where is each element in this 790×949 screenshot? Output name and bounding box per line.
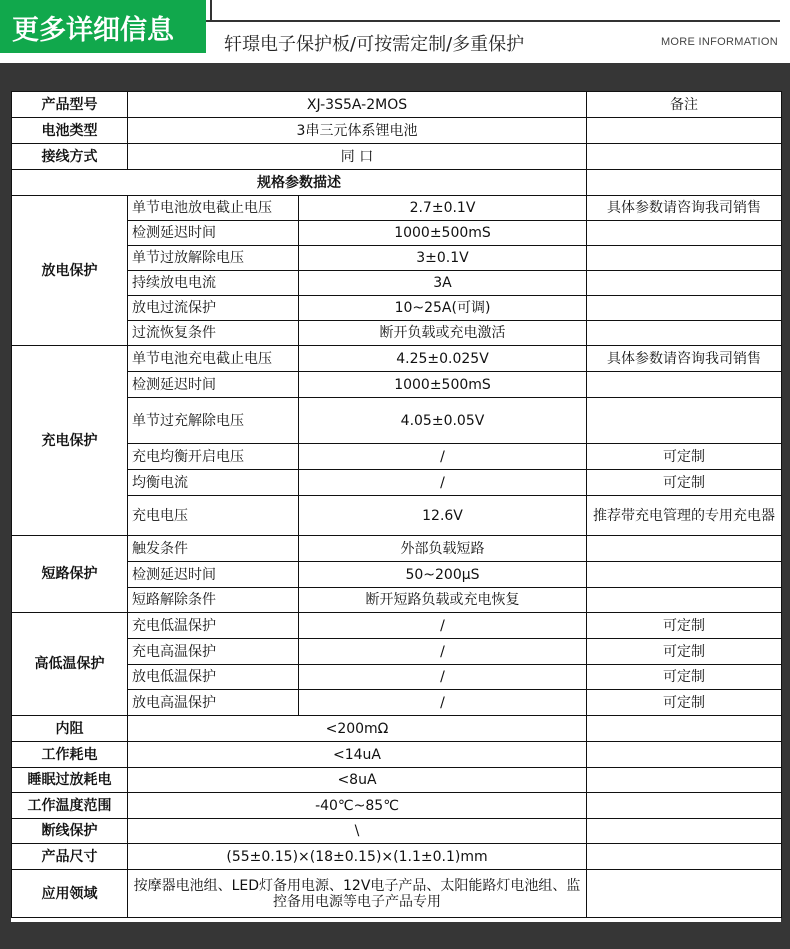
row-label: 产品尺寸 xyxy=(12,844,128,870)
table-row xyxy=(12,768,782,793)
table-row xyxy=(12,144,782,170)
value-cell: / xyxy=(299,613,587,639)
table-row xyxy=(12,170,782,196)
model-label: 产品型号 xyxy=(12,92,128,118)
table-row xyxy=(12,793,782,819)
value-cell: 50~200μS xyxy=(299,562,587,588)
row-value: \ xyxy=(128,819,587,844)
remark-cell xyxy=(587,221,782,246)
table-row xyxy=(12,196,782,221)
table-row xyxy=(12,296,782,321)
remark-cell xyxy=(587,144,782,170)
row-value: <14uA xyxy=(128,742,587,768)
table-row xyxy=(12,271,782,296)
remark-cell xyxy=(587,271,782,296)
table-row xyxy=(12,496,782,536)
table-row xyxy=(12,398,782,444)
wiring-value: 同 口 xyxy=(128,144,587,170)
item-cell: 充电低温保护 xyxy=(128,613,299,639)
item-cell: 检测延迟时间 xyxy=(128,562,299,588)
table-row xyxy=(12,819,782,844)
spec-table xyxy=(11,91,782,918)
value-cell: 外部负载短路 xyxy=(299,536,587,562)
value-cell: 4.25±0.025V xyxy=(299,346,587,372)
remark-cell: 可定制 xyxy=(587,613,782,639)
remark-cell xyxy=(587,118,782,144)
remark-cell: 可定制 xyxy=(587,444,782,470)
remark-cell xyxy=(587,870,782,918)
remark-cell xyxy=(587,246,782,271)
row-label: 应用领域 xyxy=(12,870,128,918)
row-label: 工作温度范围 xyxy=(12,793,128,819)
remark-cell: 具体参数请咨询我司销售 xyxy=(587,196,782,221)
title-tab xyxy=(0,0,206,53)
remark-cell xyxy=(587,716,782,742)
row-label: 内阻 xyxy=(12,716,128,742)
item-cell: 触发条件 xyxy=(128,536,299,562)
table-row xyxy=(12,870,782,918)
item-cell: 充电均衡开启电压 xyxy=(128,444,299,470)
row-value: <8uA xyxy=(128,768,587,793)
table-row xyxy=(12,321,782,346)
remark-cell xyxy=(587,588,782,613)
more-information-label: MORE INFORMATION xyxy=(660,36,778,48)
header-title: 更多详细信息 xyxy=(12,15,174,46)
value-cell: 断开短路负载或充电恢复 xyxy=(299,588,587,613)
remark-cell: 可定制 xyxy=(587,470,782,496)
item-cell: 短路解除条件 xyxy=(128,588,299,613)
remark-cell xyxy=(587,321,782,346)
remark-cell xyxy=(587,296,782,321)
item-cell: 检测延迟时间 xyxy=(128,221,299,246)
spec-sheet xyxy=(11,91,781,922)
table-row xyxy=(12,92,782,118)
table-row xyxy=(12,716,782,742)
table-row xyxy=(12,372,782,398)
value-cell: 12.6V xyxy=(299,496,587,536)
remark-cell xyxy=(587,768,782,793)
battery-label: 电池类型 xyxy=(12,118,128,144)
table-row xyxy=(12,246,782,271)
item-cell: 检测延迟时间 xyxy=(128,372,299,398)
table-row xyxy=(12,844,782,870)
remark-cell xyxy=(587,536,782,562)
table-row xyxy=(12,588,782,613)
remark-cell: 具体参数请咨询我司销售 xyxy=(587,346,782,372)
value-cell: 4.05±0.05V xyxy=(299,398,587,444)
item-cell: 均衡电流 xyxy=(128,470,299,496)
table-row xyxy=(12,346,782,372)
remark-cell: 可定制 xyxy=(587,639,782,665)
table-row xyxy=(12,562,782,588)
item-cell: 放电低温保护 xyxy=(128,665,299,690)
item-cell: 放电高温保护 xyxy=(128,690,299,716)
remark-header: 备注 xyxy=(587,92,782,118)
value-cell: / xyxy=(299,470,587,496)
row-value: -40℃~85℃ xyxy=(128,793,587,819)
item-cell: 单节电池放电截止电压 xyxy=(128,196,299,221)
remark-cell xyxy=(587,398,782,444)
item-cell: 单节过放解除电压 xyxy=(128,246,299,271)
header-banner xyxy=(0,0,790,63)
remark-cell xyxy=(587,562,782,588)
value-cell: / xyxy=(299,639,587,665)
remark-cell xyxy=(587,844,782,870)
model-value: XJ-3S5A-2MOS xyxy=(128,92,587,118)
value-cell: 2.7±0.1V xyxy=(299,196,587,221)
value-cell: / xyxy=(299,444,587,470)
header-corner-line xyxy=(196,0,212,22)
item-cell: 放电过流保护 xyxy=(128,296,299,321)
table-row xyxy=(12,221,782,246)
value-cell: 断开负载或充电激活 xyxy=(299,321,587,346)
group-charge: 充电保护 xyxy=(12,346,128,536)
row-label: 睡眠过放耗电 xyxy=(12,768,128,793)
table-row xyxy=(12,118,782,144)
remark-cell xyxy=(587,742,782,768)
remark-cell: 可定制 xyxy=(587,665,782,690)
wiring-label: 接线方式 xyxy=(12,144,128,170)
remark-cell xyxy=(587,170,782,196)
item-cell: 单节电池充电截止电压 xyxy=(128,346,299,372)
table-row xyxy=(12,613,782,639)
group-short: 短路保护 xyxy=(12,536,128,613)
value-cell: 1000±500mS xyxy=(299,372,587,398)
remark-cell xyxy=(587,372,782,398)
row-label: 工作耗电 xyxy=(12,742,128,768)
remark-cell: 推荐带充电管理的专用充电器 xyxy=(587,496,782,536)
remark-cell: 可定制 xyxy=(587,690,782,716)
value-cell: / xyxy=(299,690,587,716)
value-cell: 3±0.1V xyxy=(299,246,587,271)
header-divider xyxy=(206,20,780,22)
row-label: 断线保护 xyxy=(12,819,128,844)
remark-cell xyxy=(587,793,782,819)
table-row xyxy=(12,536,782,562)
table-row xyxy=(12,470,782,496)
item-cell: 过流恢复条件 xyxy=(128,321,299,346)
value-cell: / xyxy=(299,665,587,690)
value-cell: 1000±500mS xyxy=(299,221,587,246)
row-value: (55±0.15)×(18±0.15)×(1.1±0.1)mm xyxy=(128,844,587,870)
group-discharge: 放电保护 xyxy=(12,196,128,346)
table-row xyxy=(12,639,782,665)
row-value: <200mΩ xyxy=(128,716,587,742)
item-cell: 单节过充解除电压 xyxy=(128,398,299,444)
header-subtitle: 轩璟电子保护板/可按需定制/多重保护 xyxy=(224,34,525,55)
spec-title: 规格参数描述 xyxy=(12,170,587,196)
value-cell: 10~25A(可调) xyxy=(299,296,587,321)
table-row xyxy=(12,665,782,690)
row-value: 按摩器电池组、LED灯备用电源、12V电子产品、太阳能路灯电池组、监控备用电源等电子产品专用 xyxy=(128,870,587,918)
item-cell: 充电电压 xyxy=(128,496,299,536)
remark-cell xyxy=(587,819,782,844)
battery-value: 3串三元体系锂电池 xyxy=(128,118,587,144)
item-cell: 持续放电电流 xyxy=(128,271,299,296)
table-row xyxy=(12,444,782,470)
table-row xyxy=(12,690,782,716)
table-row xyxy=(12,742,782,768)
group-temp: 高低温保护 xyxy=(12,613,128,716)
item-cell: 充电高温保护 xyxy=(128,639,299,665)
value-cell: 3A xyxy=(299,271,587,296)
